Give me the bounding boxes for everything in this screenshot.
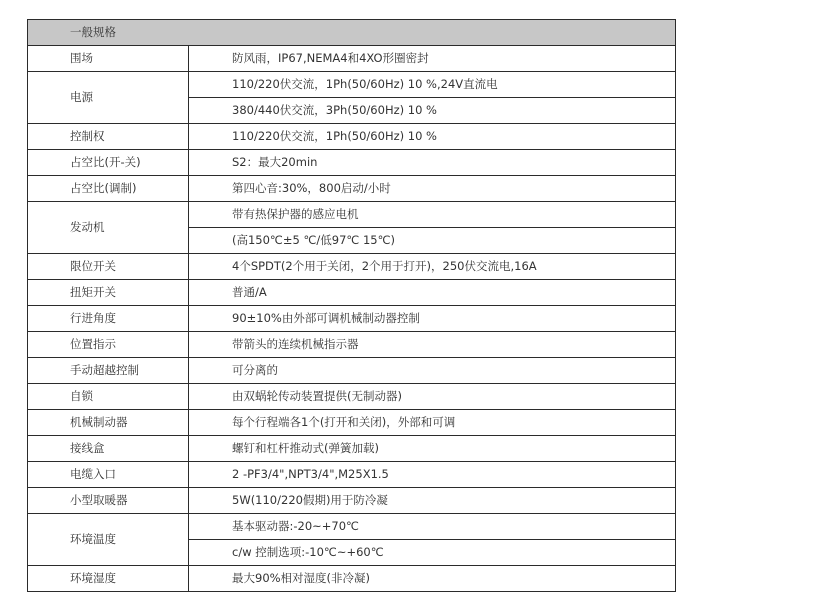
spec-label: 占空比(开-关) [28, 150, 189, 176]
spec-value: 110/220伏交流，1Ph(50/60Hz) 10 % [189, 124, 676, 150]
table-row [28, 150, 676, 176]
table-row [28, 176, 676, 202]
table-row [28, 46, 676, 72]
spec-value: 普通/A [189, 280, 676, 306]
spec-label: 环境温度 [28, 514, 189, 566]
spec-value: (高150℃±5 ℃/低97℃ 15℃) [189, 228, 676, 254]
table-header-row [28, 20, 676, 46]
spec-label: 自锁 [28, 384, 189, 410]
spec-value: 带有热保护器的感应电机 [189, 202, 676, 228]
spec-value: 110/220伏交流，1Ph(50/60Hz) 10 %,24V直流电 [189, 72, 676, 98]
spec-value: 4个SPDT(2个用于关闭，2个用于打开)，250伏交流电,16A [189, 254, 676, 280]
table-row [28, 306, 676, 332]
table-row [28, 514, 676, 540]
spec-label: 发动机 [28, 202, 189, 254]
spec-value: 380/440伏交流，3Ph(50/60Hz) 10 % [189, 98, 676, 124]
table-row [28, 254, 676, 280]
spec-table-body [28, 20, 676, 592]
spec-label: 机械制动器 [28, 410, 189, 436]
spec-value: 基本驱动器:-20~+70℃ [189, 514, 676, 540]
spec-value: 带箭头的连续机械指示器 [189, 332, 676, 358]
table-row [28, 202, 676, 228]
spec-value: 90±10%由外部可调机械制动器控制 [189, 306, 676, 332]
table-row [28, 358, 676, 384]
table-row [28, 124, 676, 150]
spec-label: 围场 [28, 46, 189, 72]
spec-table [27, 19, 676, 592]
table-row [28, 566, 676, 592]
spec-label: 电源 [28, 72, 189, 124]
spec-value: 防风雨，IP67,NEMA4和4XO形圈密封 [189, 46, 676, 72]
spec-value: 每个行程端各1个(打开和关闭)，外部和可调 [189, 410, 676, 436]
spec-value: 由双蜗轮传动装置提供(无制动器) [189, 384, 676, 410]
spec-label: 电缆入口 [28, 462, 189, 488]
table-row [28, 332, 676, 358]
spec-label: 手动超越控制 [28, 358, 189, 384]
spec-label: 行进角度 [28, 306, 189, 332]
spec-label: 限位开关 [28, 254, 189, 280]
spec-value: S2：最大20min [189, 150, 676, 176]
spec-label: 位置指示 [28, 332, 189, 358]
table-row [28, 410, 676, 436]
table-row [28, 436, 676, 462]
spec-label: 扭矩开关 [28, 280, 189, 306]
spec-label: 控制权 [28, 124, 189, 150]
table-row [28, 462, 676, 488]
spec-value: 螺钉和杠杆推动式(弹簧加载) [189, 436, 676, 462]
spec-value: 5W(110/220假期)用于防冷凝 [189, 488, 676, 514]
spec-label: 占空比(调制) [28, 176, 189, 202]
spec-value: 第四心音:30%，800启动/小时 [189, 176, 676, 202]
table-header: 一般规格 [28, 20, 676, 46]
spec-label: 环境湿度 [28, 566, 189, 592]
table-row [28, 72, 676, 98]
table-row [28, 280, 676, 306]
spec-value: c/w 控制选项:-10℃~+60℃ [189, 540, 676, 566]
spec-value: 可分离的 [189, 358, 676, 384]
spec-value: 最大90%相对湿度(非冷凝) [189, 566, 676, 592]
table-row [28, 384, 676, 410]
spec-label: 接线盒 [28, 436, 189, 462]
table-row [28, 488, 676, 514]
spec-label: 小型取暖器 [28, 488, 189, 514]
spec-value: 2 -PF3/4",NPT3/4",M25X1.5 [189, 462, 676, 488]
